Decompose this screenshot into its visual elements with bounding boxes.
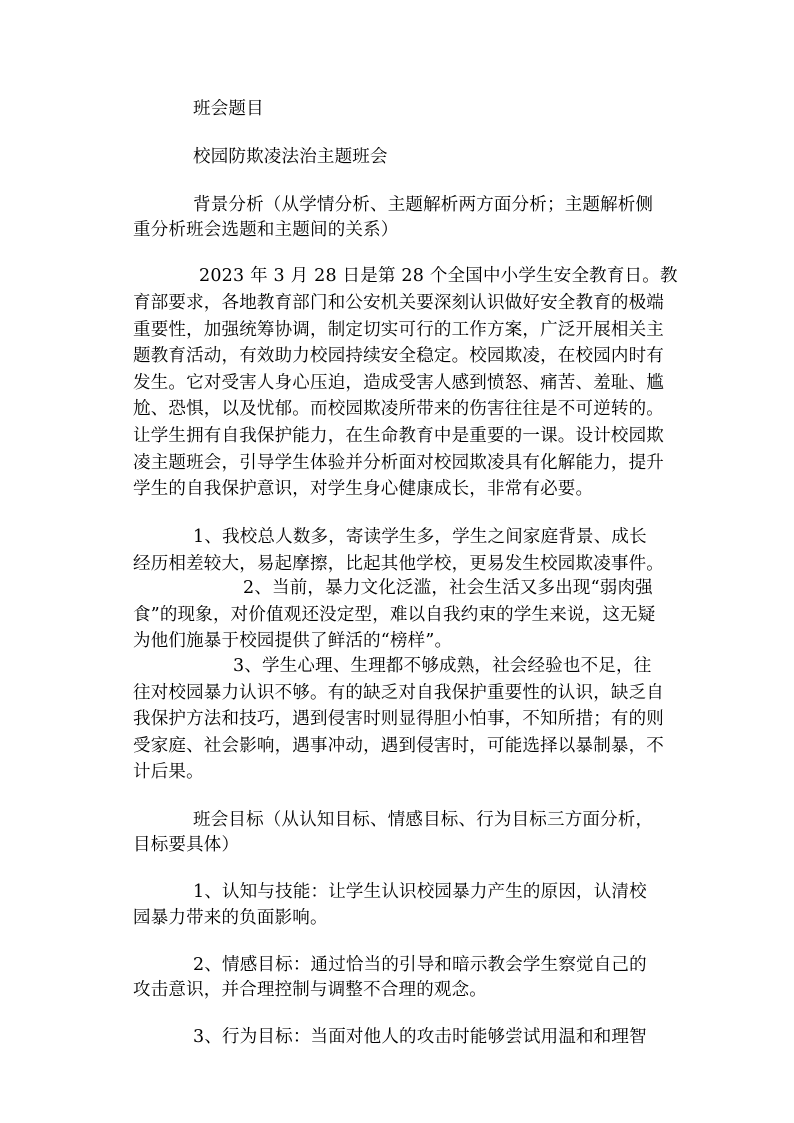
paragraph-line: 学生的自我保护意识，对学生身心健康成长，非常有必要。 [133,479,594,499]
paragraph-line: 发生。它对受害人身心压迫，造成受害人感到愤怒、痛苦、羞耻、尴 [133,373,664,393]
paragraph-line: 育部要求，各地教育部门和公安机关要深刻认识做好安全教育的极端 [133,293,664,313]
goal-cognitive-cont: 园暴力带来的负面影响。 [133,908,328,928]
analysis-point-3-cont: 受家庭、社会影响，遇事冲动，遇到侵害时，可能选择以暴制暴，不 [133,736,664,756]
paragraph-line: 题教育活动，有效助力校园持续安全稳定。校园欺凌，在校园内时有 [133,346,664,366]
background-heading-cont: 重分析班会选题和主题间的关系） [133,220,399,240]
section-heading-topic: 班会题目 [193,99,264,119]
analysis-point-3: 3、学生心理、生理都不够成熟，社会经验也不足，往 [233,656,652,676]
goal-cognitive: 1、认知与技能：让学生认识校园暴力产生的原因，认清校 [193,882,647,902]
paragraph-line: 尬、恐惧，以及忧郁。而校园欺凌所带来的伤害往往是不可逆转的。 [133,399,664,419]
goals-heading-cont: 目标要具体） [133,835,240,855]
analysis-point-1-cont: 经历相差较大，易起摩擦，比起其他学校，更易发生校园欺凌事件。 [133,554,664,574]
analysis-point-3-cont: 计后果。 [133,762,204,782]
background-heading: 背景分析（从学情分析、主题解析两方面分析；主题解析侧 [193,195,654,215]
analysis-point-2: 2、当前，暴力文化泛滥，社会生活又多出现“弱肉强 [243,578,653,598]
goal-emotional-cont: 攻击意识，并合理控制与调整不合理的观念。 [133,980,487,1000]
paragraph-line: 重要性，加强统筹协调，制定切实可行的工作方案，广泛开展相关主 [133,320,664,340]
paragraph-line: 2023 年 3 月 28 日是第 28 个全国中小学生安全教育日。教 [199,266,678,286]
class-meeting-title: 校园防欺凌法治主题班会 [193,147,388,167]
analysis-point-1: 1、我校总人数多，寄读学生多，学生之间家庭背景、成长 [193,527,647,547]
goal-behavioral: 3、行为目标：当面对他人的攻击时能够尝试用温和和理智 [193,1027,647,1047]
goals-heading: 班会目标（从认知目标、情感目标、行为目标三方面分析， [193,810,654,830]
goal-emotional: 2、情感目标：通过恰当的引导和暗示教会学生察觉自己的 [193,955,647,975]
analysis-point-2-cont: 为他们施暴于校园提供了鲜活的“榜样”。 [133,631,453,651]
paragraph-line: 让学生拥有自我保护能力，在生命教育中是重要的一课。设计校园欺 [133,426,664,446]
analysis-point-3-cont: 我保护方法和技巧，遇到侵害时则显得胆小怕事，不知所措；有的则 [133,709,664,729]
paragraph-line: 凌主题班会，引导学生体验并分析面对校园欺凌具有化解能力，提升 [133,453,664,473]
analysis-point-3-cont: 往对校园暴力认识不够。有的缺乏对自我保护重要性的认识，缺乏自 [133,683,664,703]
analysis-point-2-cont: 食”的现象，对价值观还没定型，难以自我约束的学生来说，这无疑 [133,605,656,625]
